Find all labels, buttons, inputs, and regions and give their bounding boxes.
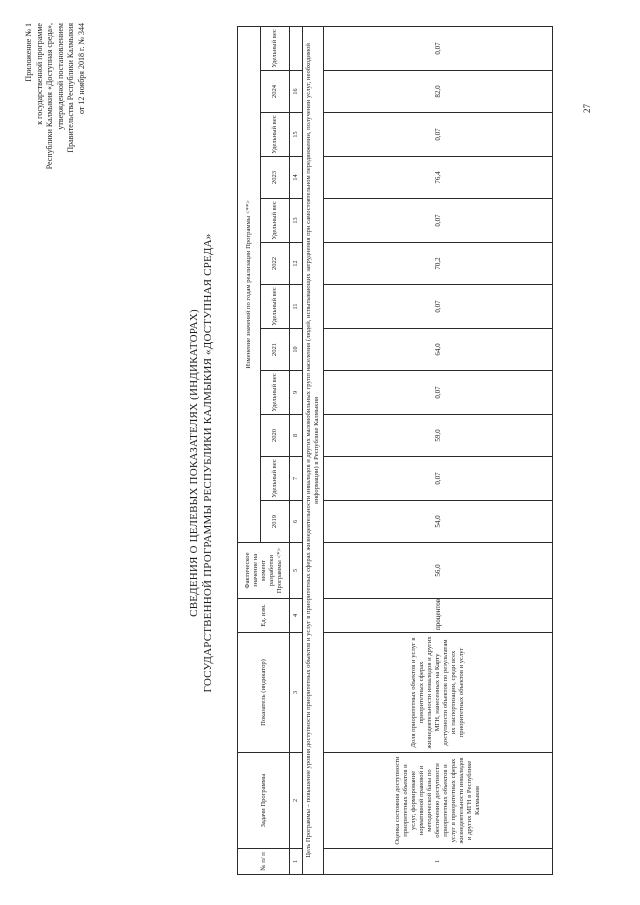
header-indicator: Показатель (индикатор) [238, 633, 290, 753]
header-weight: Удельный вес [261, 285, 290, 329]
row-value-2024: 82,0 [324, 71, 553, 113]
column-number-spacer [290, 26, 303, 70]
title-line-1: СВЕДЕНИЯ О ЦЕЛЕВЫХ ПОКАЗАТЕЛЯХ (ИНДИКАТОРАХ) [188, 309, 200, 617]
row-num: 1 [324, 849, 553, 875]
page-number: 27 [582, 104, 592, 113]
program-goal: Цель Программы – повышение уровня доступности приоритетных объектов и услуг в приоритетных сферах жизнедеятельности инвалидов и других маломобильных групп населения (людей, испытывающих затруднения при самостоятельном передвижении, получении услуг, необходимой информации) в Республике Калмыкия [303, 26, 324, 874]
header-actual: Фактическое значение на момент разработки Программы <*> [238, 543, 290, 599]
goal-row [303, 26, 324, 874]
document-page [12, 13, 612, 893]
column-number: 2 [290, 753, 303, 849]
column-number: 15 [290, 113, 303, 157]
column-number: 11 [290, 285, 303, 329]
header-year: 2021 [261, 329, 290, 371]
column-number: 16 [290, 71, 303, 113]
row-weight-2021: 0,07 [324, 285, 553, 329]
header-year: 2024 [261, 71, 290, 113]
table-row [324, 26, 553, 874]
column-number-row [290, 26, 303, 874]
row-task: Оценка состояния доступности приоритетных объектов и услуг, формирование нормативной правовой и методической базы по обеспечению доступности приоритетных объектов и услуг в приоритетных сферах жизнедеятельности инвалидов и других МГН в Республике Калмыкия [324, 753, 553, 849]
row-weight-2020: 0,07 [324, 371, 553, 415]
row-weight-2023: 0,07 [324, 113, 553, 157]
column-number: 4 [290, 599, 303, 633]
column-number: 14 [290, 157, 303, 199]
header-weight: Удельный вес [261, 457, 290, 501]
header-weight: Удельный вес [261, 371, 290, 415]
column-number: 7 [290, 457, 303, 501]
document-title [187, 163, 215, 763]
row-value-2020: 59,0 [324, 415, 553, 457]
row-unit: процентов [324, 599, 553, 633]
header-weight: Удельный вес [261, 113, 290, 157]
column-number: 8 [290, 415, 303, 457]
header-year: 2019 [261, 501, 290, 543]
header-task: Задачи Программы [238, 753, 290, 849]
row-weight-2019: 0,07 [324, 457, 553, 501]
header-year: 2020 [261, 415, 290, 457]
row-value-2022: 70,2 [324, 243, 553, 285]
appendix-line: Республики Калмыкия «Доступная среда», [45, 23, 54, 170]
appendix-line: от 12 ноября 2018 г. № 344 [76, 23, 86, 114]
appendix-line: Приложение № 1 [24, 23, 33, 82]
column-number: 6 [290, 501, 303, 543]
header-num: № п/ п [238, 849, 290, 875]
appendix-line: утвержденной постановлением [55, 23, 65, 130]
row-weight-2022: 0,07 [324, 199, 553, 243]
header-year: 2023 [261, 157, 290, 199]
column-number: 5 [290, 543, 303, 599]
appendix-line: Правительства Республики Калмыкия [66, 23, 75, 153]
row-weight-2024: 0,07 [324, 26, 553, 70]
row-indicator: Доля приоритетных объектов и услуг в приоритетных сферах жизнедеятельности инвалидов и других МГН, нанесенных на Карту доступности объектов по результатам их паспортизации, среди всех приоритетных объектов и услуг [324, 633, 553, 753]
header-changes: Изменение значений по годам реализации Программы <**> [238, 26, 261, 542]
header-unit: Ед. изм. [238, 599, 290, 633]
appendix-line: к государственной программе [34, 23, 44, 125]
column-number: 3 [290, 633, 303, 753]
row-value-2021: 64,0 [324, 329, 553, 371]
column-number: 1 [290, 849, 303, 875]
column-number: 13 [290, 199, 303, 243]
header-year: 2022 [261, 243, 290, 285]
title-line-2: ГОСУДАРСТВЕННОЙ ПРОГРАММЫ РЕСПУБЛИКИ КАЛМЫКИЯ «ДОСТУПНАЯ СРЕДА» [202, 233, 214, 693]
indicators-table [237, 26, 553, 875]
row-value-2023: 76,4 [324, 157, 553, 199]
header-weight: Удельный вес [261, 199, 290, 243]
appendix-block [24, 23, 87, 273]
column-number: 12 [290, 243, 303, 285]
column-number: 9 [290, 371, 303, 415]
column-number: 10 [290, 329, 303, 371]
header-weight: Удельный вес [261, 26, 290, 70]
row-value-2019: 54,0 [324, 501, 553, 543]
row-actual: 56,0 [324, 543, 553, 599]
